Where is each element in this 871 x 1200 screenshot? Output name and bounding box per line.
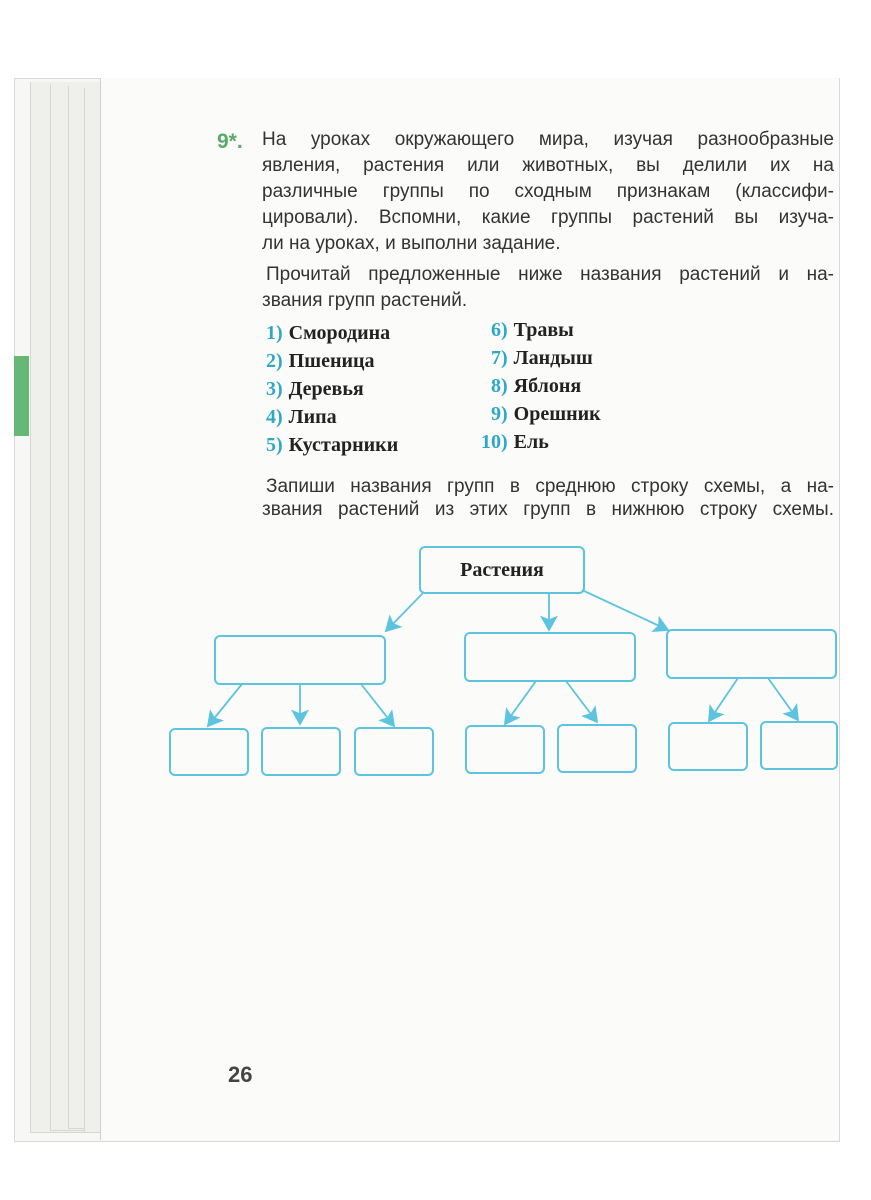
list-item: 1) Смородина — [266, 322, 391, 344]
arrow — [768, 678, 798, 720]
arrow — [386, 592, 424, 631]
list-item: 3) Деревья — [266, 378, 364, 400]
list-item: 2) Пшеница — [266, 350, 375, 372]
intro-line: цировали). Вспомни, какие группы растений вы изуча- — [262, 207, 834, 228]
plant-box[interactable] — [668, 722, 748, 771]
task-number: 9*. — [217, 130, 243, 153]
list-item: 4) Липа — [266, 406, 337, 428]
plant-box[interactable] — [760, 721, 838, 770]
arrow — [208, 684, 242, 726]
plant-box[interactable] — [261, 727, 341, 776]
read-instruction-line: звания групп растений. — [262, 290, 468, 311]
list-item: 7) Ландыш — [491, 347, 593, 369]
write-instruction-line: звания растений из этих групп в нижнюю строку схемы. — [262, 499, 834, 520]
root-node-plants: Растения — [419, 546, 585, 594]
arrow — [361, 684, 394, 726]
arrow — [505, 681, 536, 724]
plant-box[interactable] — [169, 728, 249, 776]
arrow — [709, 678, 738, 721]
intro-line: явления, растения или животных, вы делили их на — [262, 155, 834, 176]
plant-box[interactable] — [354, 727, 434, 776]
list-item: 10) Ель — [481, 431, 549, 453]
group-box-1[interactable] — [214, 635, 386, 685]
plant-box[interactable] — [465, 725, 545, 774]
list-item: 6) Травы — [491, 319, 574, 341]
list-item: 8) Яблоня — [491, 375, 582, 397]
list-item: 5) Кустарники — [266, 434, 399, 456]
group-box-2[interactable] — [464, 632, 636, 682]
arrow — [566, 681, 597, 722]
plant-box[interactable] — [557, 724, 637, 773]
group-box-3[interactable] — [666, 629, 837, 679]
page-number: 26 — [228, 1062, 253, 1087]
read-instruction-line: Прочитай предложенные ниже названия растений и на- — [266, 264, 834, 285]
list-item: 9) Орешник — [491, 403, 601, 425]
intro-line: ли на уроках, и выполни задание. — [262, 233, 561, 254]
write-instruction-line: Запиши названия групп в среднюю строку схемы, а на- — [266, 476, 834, 497]
intro-line: На уроках окружающего мира, изучая разнообразные — [262, 129, 834, 150]
intro-line: различные группы по сходным признакам (классифи- — [262, 181, 834, 202]
arrow — [582, 590, 668, 630]
